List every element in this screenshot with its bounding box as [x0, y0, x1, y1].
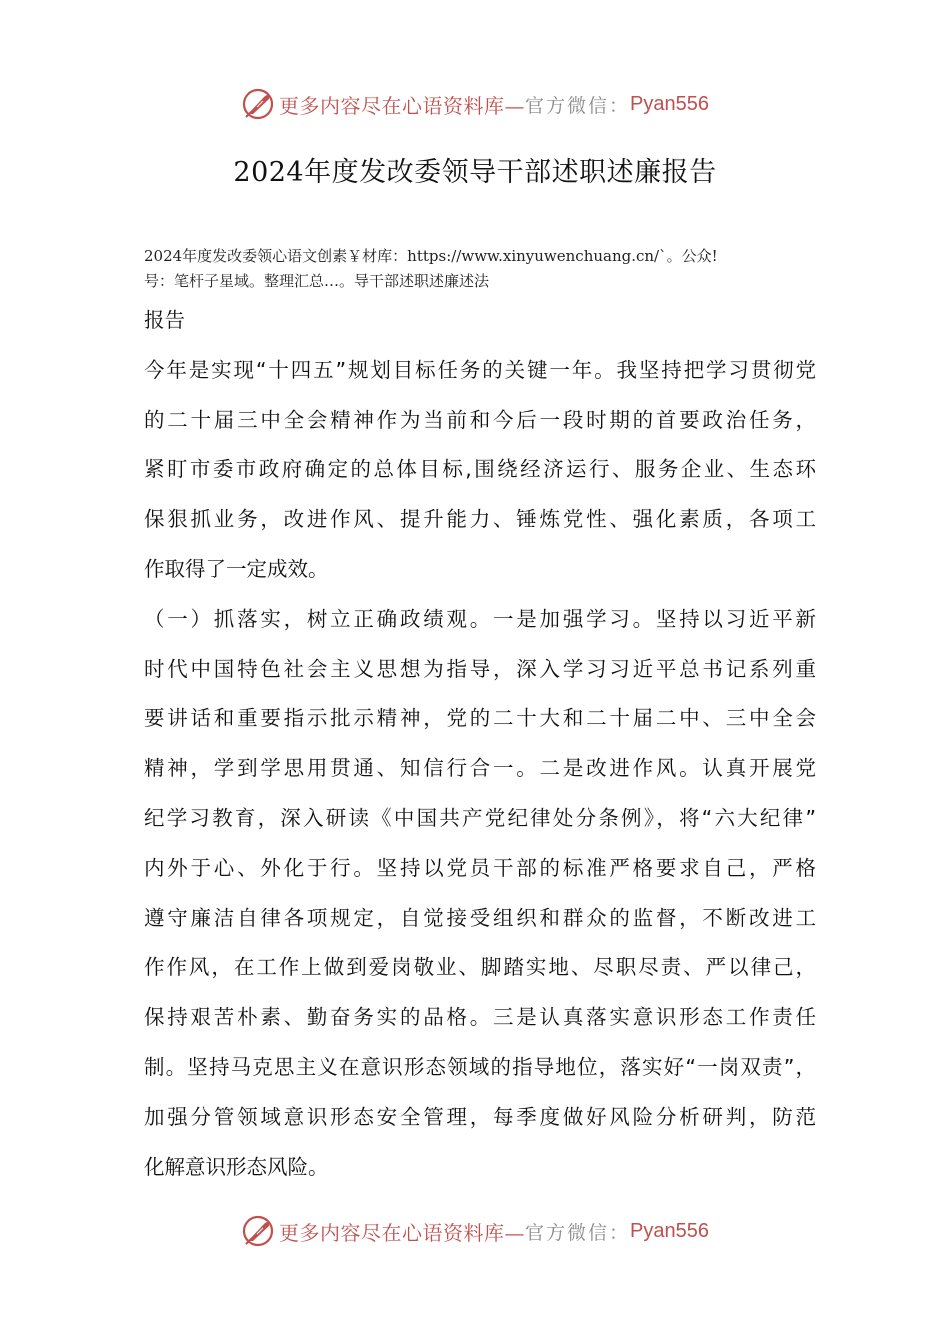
- source-note: [144, 244, 816, 294]
- body-line: 报告: [144, 308, 185, 332]
- footer-watermark-banner: [0, 1211, 950, 1251]
- body-line: 今年是实现“十四五”规划目标任务的关键一年。我坚持把学习贯彻党: [144, 357, 816, 382]
- source-note-line: 号：笔杆子星域。整理汇总…。导干部述职述廉述法: [144, 272, 490, 290]
- header-watermark-banner: [0, 84, 950, 124]
- body-line: 内外于心、外化于行。坚持以党员干部的标准严格要求自己，严格: [144, 855, 816, 880]
- body-line: 要讲话和重要指示批示精神，党的二十大和二十届二中、三中全会: [144, 706, 816, 731]
- body-line: （一）抓落实，树立正确政绩观。一是加强学习。坚持以习近平新: [144, 606, 816, 631]
- document-title: 2024年度发改委领导干部述职述廉报告: [233, 157, 717, 188]
- watermark-brand-text: 更多内容尽在心语资料库—: [279, 93, 525, 118]
- body-line: 保狠抓业务，改进作风、提升能力、锤炼党性、强化素质，各项工: [144, 507, 816, 532]
- body-line: 遵守廉洁自律各项规定，自觉接受组织和群众的监督，不断改进工: [144, 905, 816, 930]
- source-note-line: 2024年度发改委领心语文创素￥材库：https://www.xinyuwenchuang.cn/`。公众!: [144, 247, 718, 265]
- body-line: 化解意识形态风险。: [144, 1154, 329, 1179]
- body-line: 精神，学到学思用贯通、知信行合一。二是改进作风。认真开展党: [144, 756, 816, 781]
- watermark-wechat-label: 官方微信：: [525, 1221, 631, 1244]
- quill-pen-logo-icon: [241, 87, 275, 121]
- quill-pen-logo-icon: [241, 1214, 275, 1248]
- body-line: 紧盯市委市政府确定的总体目标,围绕经济运行、服务企业、生态环: [144, 457, 816, 482]
- watermark-wechat-id: Pyan556: [630, 1219, 709, 1242]
- body-line: 纪学习教育，深入研读《中国共产党纪律处分条例》，将“六大纪律”: [144, 805, 816, 830]
- body-line: 保持艰苦朴素、勤奋务实的品格。三是认真落实意识形态工作责任: [144, 1005, 816, 1030]
- watermark-brand-text: 更多内容尽在心语资料库—: [279, 1220, 525, 1245]
- watermark-wechat-label: 官方微信：: [525, 94, 631, 117]
- body-line: 加强分管领域意识形态安全管理，每季度做好风险分析研判，防范: [144, 1104, 816, 1129]
- body-line: 作取得了一定成效。: [144, 556, 329, 581]
- watermark-wechat-id: Pyan556: [630, 92, 709, 115]
- body-line: 制。坚持马克思主义在意识形态领域的指导地位，落实好“一岗双责”，: [144, 1054, 816, 1079]
- body-line: 作作风，在工作上做到爱岗敬业、脚踏实地、尽职尽责、严以律己，: [144, 955, 816, 980]
- body-line: 时代中国特色社会主义思想为指导，深入学习习近平总书记系列重: [144, 656, 816, 681]
- report-body: [144, 296, 816, 1192]
- body-line: 的二十届三中全会精神作为当前和今后一段时期的首要政治任务，: [144, 407, 816, 432]
